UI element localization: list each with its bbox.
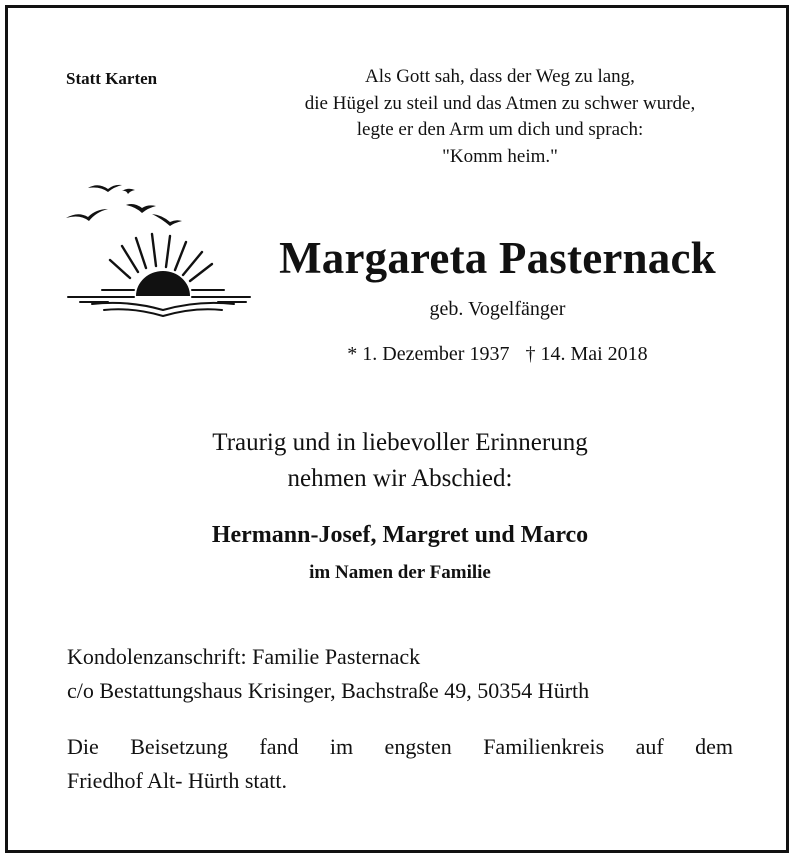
- mourning-line: Traurig und in liebevoller Erinnerung: [212, 429, 588, 456]
- poem-line: "Komm heim.": [442, 145, 558, 167]
- bird-icon: [122, 189, 135, 194]
- sunset-birds-icon: [62, 178, 254, 322]
- condolence-address: [67, 640, 589, 708]
- deceased-name: Margareta Pasternack: [279, 233, 716, 283]
- burial-line: Friedhof Alt- Hürth statt.: [67, 768, 287, 793]
- mourning-line: nehmen wir Abschied:: [287, 465, 513, 492]
- life-dates: [250, 343, 745, 366]
- family-on-behalf: im Namen der Familie: [309, 562, 491, 583]
- birth-date: * 1. Dezember 1937: [347, 343, 510, 365]
- birth-name: geb. Vogelfänger: [429, 298, 566, 320]
- contact-line: c/o Bestattungshaus Krisinger, Bachstraße 49, 50354 Hürth: [67, 678, 590, 703]
- bird-icon: [126, 204, 156, 213]
- family-names: Hermann-Josef, Margret und Marco: [211, 522, 589, 548]
- poem-line: legte er den Arm um dich und sprach:: [356, 119, 644, 140]
- bird-icon: [152, 214, 182, 226]
- mourning-text: [0, 425, 800, 497]
- poem-line: die Hügel zu steil und das Atmen zu schwer wurde,: [304, 92, 696, 114]
- burial-note: [67, 730, 733, 798]
- header-note: Statt Karten: [66, 69, 158, 88]
- bird-icon: [66, 209, 108, 221]
- burial-line: Die Beisetzung fand im engsten Familienkreis auf dem: [67, 734, 733, 759]
- bird-icon: [88, 185, 122, 192]
- death-date: † 14. Mai 2018: [525, 343, 648, 365]
- contact-line: Kondolenzanschrift: Familie Pasternack: [67, 644, 421, 669]
- poem-line: Als Gott sah, dass der Weg zu lang,: [365, 66, 635, 87]
- poem: [230, 64, 770, 170]
